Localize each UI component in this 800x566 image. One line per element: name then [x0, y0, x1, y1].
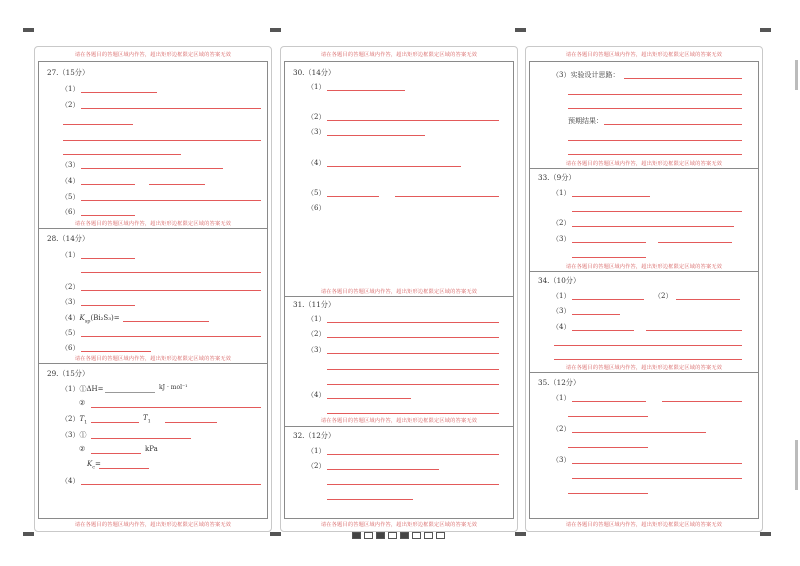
answer-line[interactable] — [91, 438, 191, 439]
q29-item-1a: （1）①ΔH= — [61, 385, 104, 393]
answer-line[interactable] — [81, 92, 157, 93]
answer-column-2 — [280, 46, 518, 532]
q28-item-5: （5） — [61, 329, 80, 337]
q29-unit: kJ · mol⁻¹ — [159, 384, 188, 391]
answer-line[interactable] — [568, 416, 648, 417]
section-divider — [285, 296, 513, 297]
answer-line[interactable] — [327, 120, 499, 121]
answer-line[interactable] — [572, 226, 734, 227]
q28-item-1: （1） — [61, 251, 80, 259]
q27-item-3: （3） — [61, 161, 80, 169]
answer-line[interactable] — [81, 305, 135, 306]
registration-mark — [515, 532, 526, 536]
page-code-mark — [400, 532, 409, 539]
question-31-title: 31.（11分） — [293, 300, 336, 309]
answer-line[interactable] — [572, 401, 646, 402]
answer-line[interactable] — [81, 168, 223, 169]
answer-line[interactable] — [81, 200, 261, 201]
registration-mark — [760, 28, 771, 32]
question-30-title: 30.（14分） — [293, 68, 336, 77]
answer-line[interactable] — [81, 484, 261, 485]
answer-line[interactable] — [327, 337, 499, 338]
answer-line[interactable] — [327, 90, 405, 91]
answer-line[interactable] — [327, 384, 499, 385]
answer-line[interactable] — [568, 154, 742, 155]
answer-line[interactable] — [604, 124, 742, 125]
section-divider — [285, 426, 513, 427]
page-code-mark — [424, 532, 433, 539]
q29-t1: $T_1$ — [143, 414, 151, 425]
answer-line[interactable] — [572, 330, 634, 331]
answer-panel — [38, 61, 268, 519]
q28-item-2: （2） — [61, 283, 80, 291]
answer-line[interactable] — [91, 453, 141, 454]
answer-line[interactable] — [572, 257, 646, 258]
q28-item-4: $(4)K_{sp}(Bi_2S_3)=$ — [61, 314, 120, 325]
answer-line[interactable] — [568, 108, 742, 109]
answer-line[interactable] — [327, 469, 439, 470]
q30-item-2: （2） — [307, 113, 326, 121]
warning-text: 请在各题目的答题区域内作答，超出矩形边框限定区域的答案无效 — [320, 522, 478, 528]
page-code-mark — [352, 532, 361, 539]
answer-line[interactable] — [327, 353, 499, 354]
answer-line[interactable] — [91, 407, 261, 408]
warning-text: 请在各题目的答题区域内作答，超出矩形边框限定区域的答案无效 — [320, 52, 478, 58]
question-28-title: 28.（14分） — [47, 234, 90, 243]
item-3-design: （3）实验设计思路： — [552, 71, 620, 79]
q28-item-6: （6） — [61, 344, 80, 352]
section-divider — [530, 168, 758, 169]
answer-line[interactable] — [327, 196, 379, 197]
q29-item-3a: （3）① — [61, 431, 87, 439]
registration-mark — [760, 532, 771, 536]
answer-line[interactable] — [327, 454, 499, 455]
q27-item-5: （5） — [61, 193, 80, 201]
answer-line[interactable] — [658, 242, 732, 243]
warning-text: 请在各题目的答题区域内作答，超出矩形边框限定区域的答案无效 — [74, 221, 232, 227]
q30-item-1: （1） — [307, 83, 326, 91]
warning-text: 请在各题目的答题区域内作答，超出矩形边框限定区域的答案无效 — [565, 264, 723, 270]
answer-line[interactable] — [676, 299, 740, 300]
q30-item-4: （4） — [307, 159, 326, 167]
answer-line[interactable] — [327, 166, 461, 167]
q29-item-2: $(2)T_1$ — [61, 415, 88, 426]
registration-mark — [270, 532, 281, 536]
q29-item-3b: ② — [79, 445, 86, 453]
answer-line[interactable] — [572, 463, 742, 464]
answer-line[interactable] — [572, 299, 644, 300]
registration-mark — [23, 532, 34, 536]
q35-item-2: （2） — [552, 425, 571, 433]
q31-item-1: （1） — [307, 315, 326, 323]
answer-line[interactable] — [572, 314, 620, 315]
answer-line[interactable] — [81, 108, 261, 109]
question-27-title: 27.（15分） — [47, 68, 90, 77]
answer-line[interactable] — [568, 94, 742, 95]
answer-line[interactable] — [99, 468, 149, 469]
answer-line[interactable] — [165, 422, 217, 423]
answer-line[interactable] — [572, 432, 706, 433]
answer-line[interactable] — [63, 154, 181, 155]
q29-kc: $K_c=$ — [87, 460, 101, 471]
page-code-mark — [436, 532, 445, 539]
page-code-mark — [388, 532, 397, 539]
page-code-mark — [364, 532, 373, 539]
answer-line[interactable] — [327, 135, 425, 136]
answer-line[interactable] — [123, 321, 209, 322]
q29-kpa-unit: kPa — [145, 445, 158, 453]
answer-panel — [529, 61, 759, 519]
answer-line[interactable] — [327, 484, 499, 485]
q31-item-2: （2） — [307, 330, 326, 338]
warning-text: 请在各题目的答题区域内作答，超出矩形边框限定区域的答案无效 — [74, 356, 232, 362]
q32-item-2: （2） — [307, 462, 326, 470]
question-29-title: 29.（15分） — [47, 369, 90, 378]
warning-text: 请在各题目的答题区域内作答，超出矩形边框限定区域的答案无效 — [74, 522, 232, 528]
answer-line[interactable] — [568, 493, 648, 494]
answer-line[interactable] — [63, 140, 261, 141]
section-divider — [530, 271, 758, 272]
answer-line[interactable] — [646, 330, 742, 331]
question-35-title: 35.（12分） — [538, 378, 581, 387]
page-code-mark — [376, 532, 385, 539]
answer-line[interactable] — [63, 124, 133, 125]
registration-mark — [270, 28, 281, 32]
expected-result-label: 预期结果： — [568, 117, 603, 125]
q27-item-4: （4） — [61, 177, 80, 185]
answer-line[interactable] — [81, 215, 135, 216]
section-divider — [39, 363, 267, 364]
section-divider — [530, 372, 758, 373]
answer-line[interactable] — [327, 322, 499, 323]
answer-line[interactable] — [81, 272, 261, 273]
q34-item-4: （4） — [552, 323, 571, 331]
answer-line[interactable] — [395, 196, 499, 197]
answer-line[interactable] — [81, 290, 261, 291]
registration-mark — [23, 28, 34, 32]
warning-text: 请在各题目的答题区域内作答，超出矩形边框限定区域的答案无效 — [565, 52, 723, 58]
answer-line[interactable] — [327, 398, 411, 399]
answer-line[interactable] — [327, 499, 413, 500]
answer-line[interactable] — [91, 422, 139, 423]
q29-item-1b: ② — [79, 399, 86, 407]
answer-line[interactable] — [81, 184, 135, 185]
q30-item-6: （6） — [307, 204, 326, 212]
answer-panel — [284, 61, 514, 519]
answer-line[interactable] — [624, 78, 742, 79]
answer-line[interactable] — [554, 345, 742, 346]
q32-item-1: （1） — [307, 447, 326, 455]
q31-item-4: （4） — [307, 391, 326, 399]
q33-item-3: （3） — [552, 235, 571, 243]
answer-line[interactable] — [568, 447, 648, 448]
q28-item-3: （3） — [61, 298, 80, 306]
answer-line[interactable] — [572, 478, 742, 479]
answer-line[interactable] — [81, 351, 151, 352]
answer-column-3 — [525, 46, 763, 532]
warning-text: 请在各题目的答题区域内作答，超出矩形边框限定区域的答案无效 — [320, 418, 478, 424]
page-code-mark — [412, 532, 421, 539]
q33-item-2: （2） — [552, 219, 571, 227]
q35-item-1: （1） — [552, 394, 571, 402]
question-33-title: 33.（9分） — [538, 173, 576, 182]
warning-text: 请在各题目的答题区域内作答，超出矩形边框限定区域的答案无效 — [74, 52, 232, 58]
question-32-title: 32.（12分） — [293, 431, 336, 440]
q27-item-2: （2） — [61, 101, 80, 109]
q30-item-3: （3） — [307, 128, 326, 136]
q30-item-5: （5） — [307, 189, 326, 197]
answer-line[interactable] — [105, 392, 155, 393]
q34-item-1: （1） — [552, 292, 571, 300]
warning-text: 请在各题目的答题区域内作答，超出矩形边框限定区域的答案无效 — [565, 365, 723, 371]
q31-item-3: （3） — [307, 346, 326, 354]
answer-line[interactable] — [327, 369, 499, 370]
answer-line[interactable] — [554, 359, 742, 360]
q29-item-4: （4） — [61, 477, 80, 485]
question-34-title: 34.（10分） — [538, 276, 581, 285]
q35-item-3: （3） — [552, 456, 571, 464]
warning-text: 请在各题目的答题区域内作答，超出矩形边框限定区域的答案无效 — [565, 161, 723, 167]
answer-line[interactable] — [81, 258, 135, 259]
warning-text: 请在各题目的答题区域内作答，超出矩形边框限定区域的答案无效 — [320, 289, 478, 295]
q34-item-2: （2） — [654, 292, 673, 300]
section-divider — [39, 228, 267, 229]
q33-item-1: （1） — [552, 189, 571, 197]
scan-edge — [795, 440, 798, 490]
answer-line[interactable] — [149, 184, 205, 185]
answer-line[interactable] — [81, 336, 261, 337]
answer-line[interactable] — [662, 401, 742, 402]
registration-mark — [515, 28, 526, 32]
answer-line[interactable] — [327, 413, 499, 414]
answer-line[interactable] — [572, 196, 650, 197]
answer-line[interactable] — [568, 140, 742, 141]
answer-column-1 — [34, 46, 272, 532]
q34-item-3: （3） — [552, 307, 571, 315]
answer-line[interactable] — [572, 211, 742, 212]
answer-line[interactable] — [572, 242, 646, 243]
q27-item-1: （1） — [61, 85, 80, 93]
q27-item-6: （6） — [61, 208, 80, 216]
warning-text: 请在各题目的答题区域内作答，超出矩形边框限定区域的答案无效 — [565, 522, 723, 528]
scan-edge — [795, 60, 798, 90]
